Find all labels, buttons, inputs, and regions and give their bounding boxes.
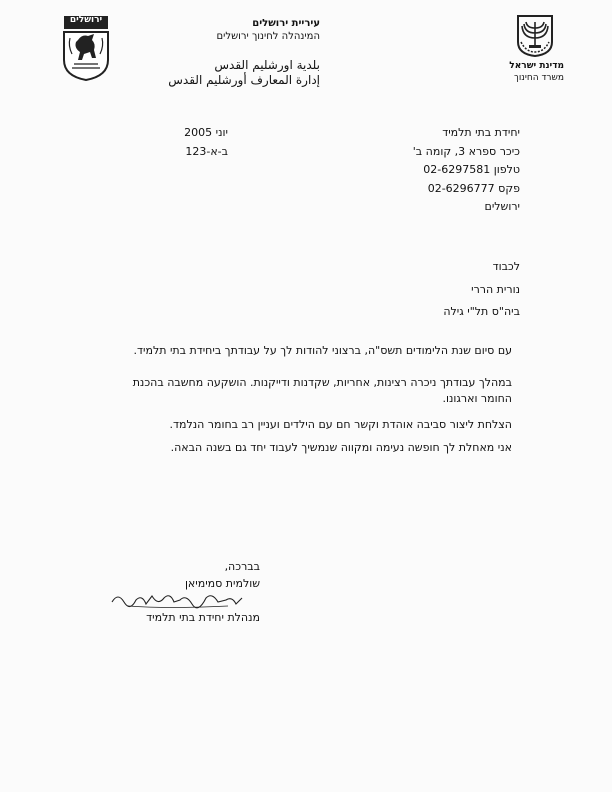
signer-title: מנהלת יחידת בתי תלמיד xyxy=(146,611,260,624)
municipality-header-arabic xyxy=(120,58,320,88)
letter-reference: ב-א-123 xyxy=(185,144,228,158)
signer-name: שולמית סמימיאן xyxy=(184,577,260,590)
sender-address: כיכר ספרא 3, קומה ב' xyxy=(412,144,520,158)
sender-block xyxy=(260,124,520,217)
recipient-school: ביה"ס תל"י גילה xyxy=(443,305,520,318)
jerusalem-emblem-label: ירושלים xyxy=(69,15,103,25)
sender-fax: פקס 02-6296777 xyxy=(427,181,520,195)
handwritten-signature xyxy=(108,588,248,610)
ministry-header-line2: משרד החינוך xyxy=(513,73,564,83)
body-paragraph-4: אני מאחלת לך חופשה נעימה ומקווה שנמשיך לעבוד יחד גם בשנה הבאה. xyxy=(170,441,512,454)
body-paragraph-1: עם סיום שנת הלימודים תשס"ה, ברצוני להודות לך על עבודתך ביחידת בתי תלמיד. xyxy=(133,344,512,357)
recipient-name: נורית הררי xyxy=(471,282,520,296)
sender-phone: טלפון 02-6297581 xyxy=(423,163,520,176)
municipality-header-line4: إدارة المعارف أورشليم القدس xyxy=(168,73,320,87)
sender-unit: יחידת בתי תלמיד xyxy=(442,126,520,139)
municipality-header-line2: המינהלה לחינוך ירושלים xyxy=(216,31,320,42)
sender-city: ירושלים xyxy=(484,200,520,213)
state-of-israel-emblem xyxy=(512,12,558,58)
recipient-salutation: לכבוד xyxy=(492,260,520,273)
ministry-header-line1: מדינת ישראל xyxy=(509,61,564,71)
ministry-header xyxy=(509,60,564,84)
letter-date: יוני 2005 xyxy=(184,126,228,139)
municipality-header-line3: بلدية اورشليم القدس xyxy=(214,58,320,72)
body-paragraph-3: הצלחת ליצור סביבה אוהדת וקשר חם עם הילדים ועניין רב בחומר הנלמד. xyxy=(169,418,512,431)
municipality-header-line1: עיריית ירושלים xyxy=(252,18,320,29)
recipient-block xyxy=(260,256,520,324)
date-block xyxy=(108,124,228,161)
closing-greeting: בברכה, xyxy=(224,560,260,573)
municipality-header xyxy=(120,17,320,43)
body-paragraph-2: במהלך עבודתך ניכרה רצינות, אחריות, שקדנות ודייקנות. הושקעה מחשבה בהכנת החומר וארגונו. xyxy=(132,376,512,405)
